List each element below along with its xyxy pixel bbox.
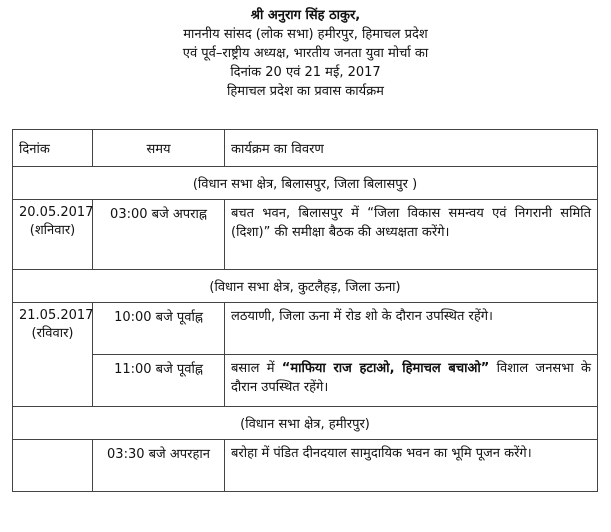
section-title: (विधान सभा क्षेत्र, हमीरपुर) [13, 407, 598, 440]
date-cell-empty [13, 440, 93, 492]
header-line-name: श्री अनुराग सिंह ठाकुर, [250, 8, 361, 23]
description-text: बचत भवन, बिलासपुर में [231, 206, 359, 221]
header-line-program-title: हिमाचल प्रदेश का प्रवास कार्यक्रम [227, 84, 384, 99]
section-title: (विधान सभा क्षेत्र, बिलासपुर, जिला बिलासपुर ) [13, 167, 598, 200]
description-cell [225, 355, 598, 407]
header-line-former-post: एवं पूर्व–राष्ट्रीय अध्यक्ष, भारतीय जनता युवा मोर्चा का [182, 46, 429, 61]
description-cell [225, 303, 598, 355]
description-text-cont: विशाल जनसभा के दौरान उपस्थित रहेंगे। [231, 361, 591, 395]
description-text: लठयाणी, जिला ऊना में रोड शो के दौरान उपस्थित रहेंगे। [231, 309, 493, 324]
day-value: (रविवार) [31, 326, 74, 341]
column-header-time: समय [93, 130, 225, 167]
date-cell [13, 200, 93, 270]
time-cell: 10:00 बजे पूर्वाह्न [93, 303, 225, 355]
table-header-row [13, 130, 598, 167]
column-header-date: दिनांक [13, 130, 93, 167]
day-value: (शनिवार) [29, 223, 76, 238]
table-row [13, 303, 598, 355]
section-row-bilaspur [13, 167, 598, 200]
description-cell [225, 200, 598, 270]
table-row [13, 355, 598, 407]
date-cell-empty [13, 355, 93, 407]
header-line-dates: दिनांक 20 एवं 21 मई, 2017 [230, 65, 381, 80]
description-text-cont: “जिला विकास समन्वय एवं निगरानी समिति (दिशा)” की समीक्षा बैठक की अध्यक्षता करेंगे। [231, 206, 591, 240]
time-cell: 11:00 बजे पूर्वाह्न [93, 355, 225, 407]
time-cell: 03:30 बजे अपरहान [93, 440, 225, 492]
section-row-kutlehar [13, 270, 598, 303]
column-header-description: कार्यक्रम का विवरण [225, 130, 598, 167]
time-cell: 03:00 बजे अपराह्न [93, 200, 225, 270]
table-row [13, 200, 598, 270]
date-value: 20.05.2017 [19, 205, 94, 220]
slogan-text: “माफिया राज हटाओ, हिमाचल बचाओ” [281, 361, 490, 376]
description-cell [225, 440, 598, 492]
date-value: 21.05.2017 [19, 308, 94, 323]
section-title: (विधान सभा क्षेत्र, कुटलैहड़, जिला ऊना) [13, 270, 598, 303]
table-row [13, 440, 598, 492]
document-header [0, 0, 611, 101]
section-row-hamirpur [13, 407, 598, 440]
schedule-table [12, 129, 598, 492]
description-text: बरोहा में पंडित दीनदयाल सामुदायिक भवन का भूमि पूजन करेंगे। [231, 446, 532, 461]
date-cell [13, 303, 93, 355]
header-line-designation: माननीय सांसद (लोक सभा) हमीरपुर, हिमाचल प्रदेश [183, 27, 428, 42]
description-text: बसाल में [231, 361, 275, 376]
